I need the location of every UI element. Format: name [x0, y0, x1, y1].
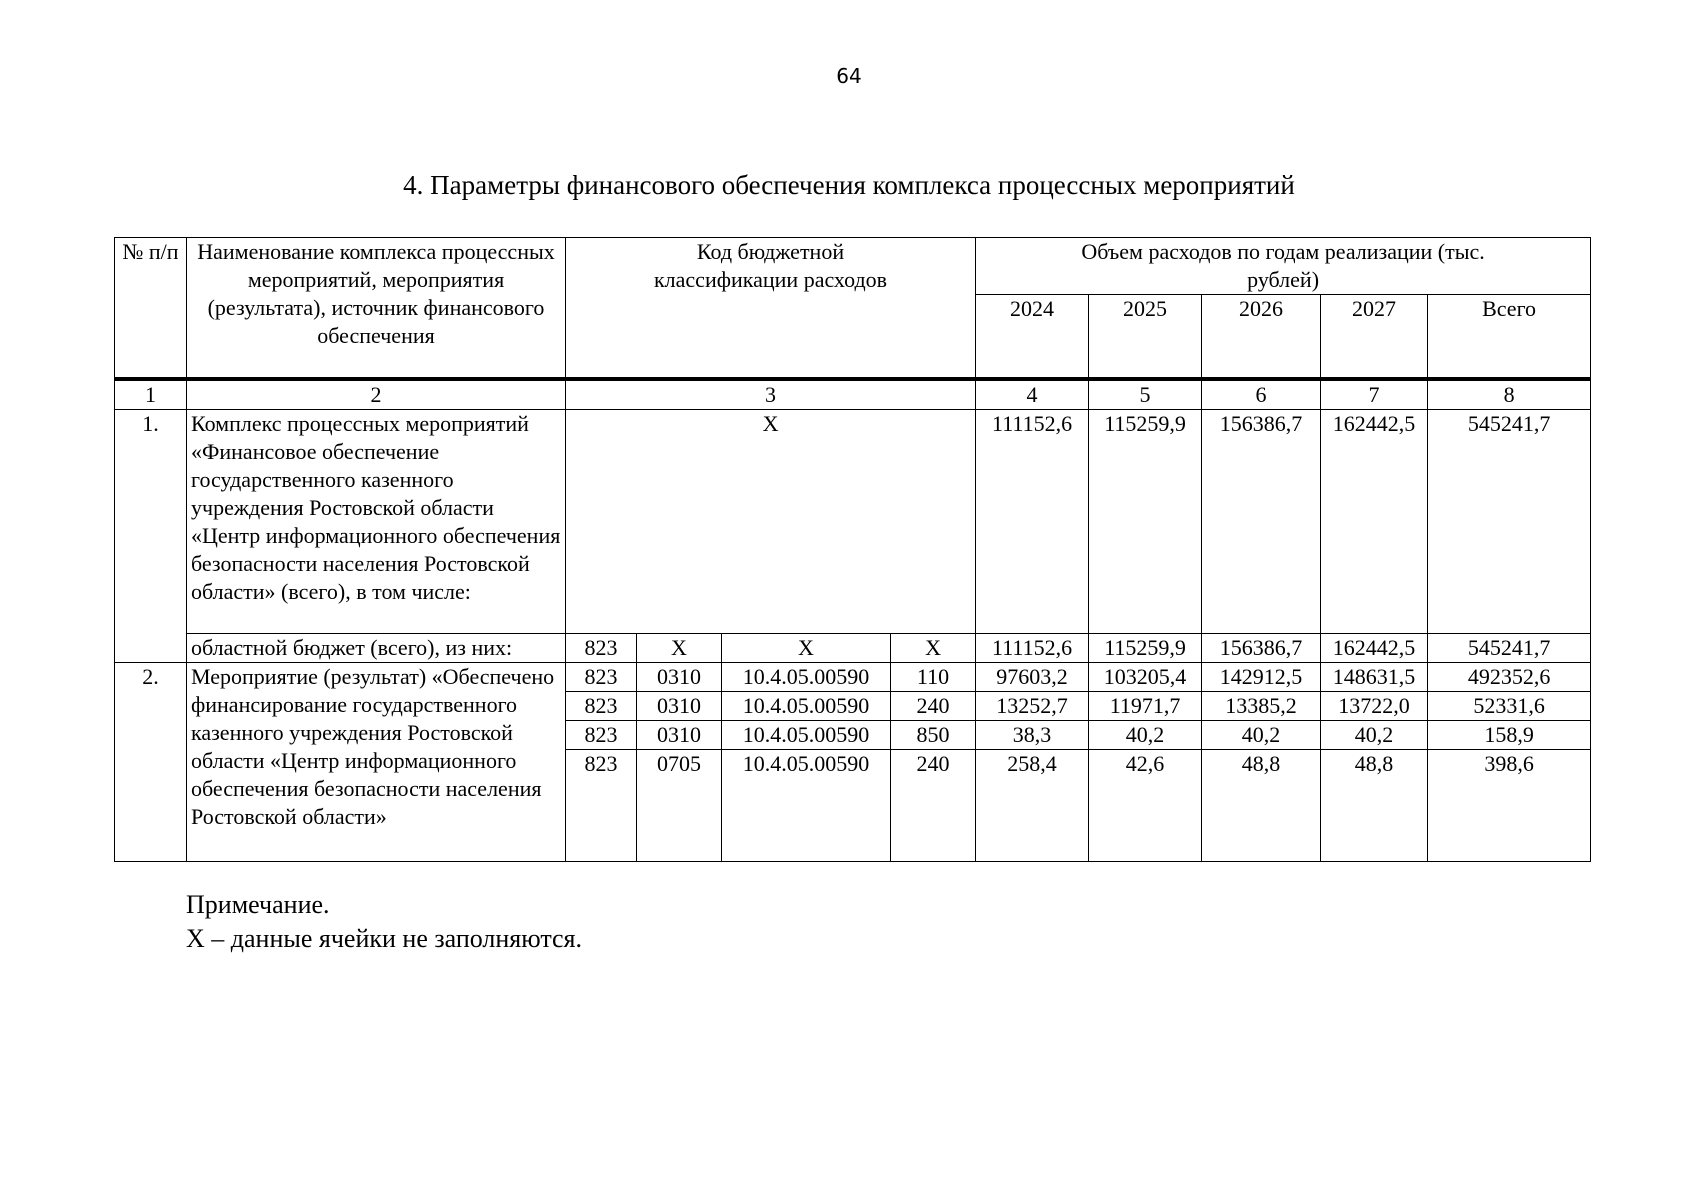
note [186, 888, 582, 956]
code-cell: 240 [891, 749, 976, 861]
value-cell: 156386,7 [1202, 633, 1321, 662]
value-cell: 142912,5 [1202, 662, 1321, 691]
code-cell: X [566, 409, 976, 633]
colnum-3: 3 [566, 379, 976, 410]
code-cell: 10.4.05.00590 [722, 720, 891, 749]
value-cell: 38,3 [976, 720, 1089, 749]
value-cell: 162442,5 [1321, 633, 1428, 662]
value-cell: 11971,7 [1089, 691, 1202, 720]
code-cell: 110 [891, 662, 976, 691]
code-cell: X [891, 633, 976, 662]
colnum-2: 2 [187, 379, 566, 410]
code-cell: 0705 [637, 749, 722, 861]
code-cell: 823 [566, 633, 637, 662]
code-cell: 850 [891, 720, 976, 749]
code-cell: 823 [566, 749, 637, 861]
header-name: Наименование комплекса процессных мероприятий, мероприятия (результата), источник финансового обеспечения [187, 238, 566, 379]
value-cell: 115259,9 [1089, 409, 1202, 633]
total-cell: 52331,6 [1428, 691, 1591, 720]
row-number: 2. [115, 662, 187, 861]
value-cell: 162442,5 [1321, 409, 1428, 633]
colnum-8: 8 [1428, 379, 1591, 410]
value-cell: 156386,7 [1202, 409, 1321, 633]
code-cell: 10.4.05.00590 [722, 749, 891, 861]
value-cell: 111152,6 [976, 633, 1089, 662]
value-cell: 103205,4 [1089, 662, 1202, 691]
row-name: Мероприятие (результат) «Обеспечено финансирование государственного казенного учреждения Ростовской области «Центр информационного обеспечения безопасности населения Ростовской области» [187, 662, 566, 861]
table-row [115, 409, 1591, 633]
value-cell: 115259,9 [1089, 633, 1202, 662]
colnum-1: 1 [115, 379, 187, 410]
header-year-2025: 2025 [1089, 295, 1202, 379]
header-year-2024: 2024 [976, 295, 1089, 379]
header-year-2026: 2026 [1202, 295, 1321, 379]
total-cell: 545241,7 [1428, 409, 1591, 633]
code-cell: 823 [566, 662, 637, 691]
value-cell: 42,6 [1089, 749, 1202, 861]
note-text: X – данные ячейки не заполняются. [186, 924, 583, 953]
total-cell: 492352,6 [1428, 662, 1591, 691]
value-cell: 48,8 [1202, 749, 1321, 861]
value-cell: 13722,0 [1321, 691, 1428, 720]
row-name: областной бюджет (всего), из них: [187, 633, 566, 662]
page-number: 64 [836, 64, 862, 88]
value-cell: 13385,2 [1202, 691, 1321, 720]
value-cell: 97603,2 [976, 662, 1089, 691]
colnum-5: 5 [1089, 379, 1202, 410]
colnum-4: 4 [976, 379, 1089, 410]
value-cell: 258,4 [976, 749, 1089, 861]
row-name: Комплекс процессных мероприятий «Финансовое обеспечение государственного казенного учреждения Ростовской области «Центр информационного обеспечения безопасности населения Ростовской области» (всего), в том числе: [187, 409, 566, 633]
table-row [115, 633, 1591, 662]
colnum-7: 7 [1321, 379, 1428, 410]
code-cell: 823 [566, 720, 637, 749]
value-cell: 40,2 [1202, 720, 1321, 749]
value-cell: 111152,6 [976, 409, 1089, 633]
total-cell: 398,6 [1428, 749, 1591, 861]
header-code: Код бюджетной классификации расходов [566, 238, 976, 379]
value-cell: 13252,7 [976, 691, 1089, 720]
value-cell: 148631,5 [1321, 662, 1428, 691]
table-row [115, 662, 1591, 691]
code-cell: 0310 [637, 691, 722, 720]
code-cell: 0310 [637, 662, 722, 691]
header-volume: Объем расходов по годам реализации (тыс. рублей) [976, 238, 1591, 295]
colnum-6: 6 [1202, 379, 1321, 410]
header-total: Всего [1428, 295, 1591, 379]
code-cell: 823 [566, 691, 637, 720]
code-cell: 10.4.05.00590 [722, 662, 891, 691]
row-number: 1. [115, 409, 187, 662]
note-title: Примечание. [186, 890, 330, 919]
value-cell: 40,2 [1089, 720, 1202, 749]
header-year-2027: 2027 [1321, 295, 1428, 379]
header-num: № п/п [115, 238, 187, 379]
financing-table [114, 237, 1591, 862]
total-cell: 545241,7 [1428, 633, 1591, 662]
code-cell: 0310 [637, 720, 722, 749]
value-cell: 48,8 [1321, 749, 1428, 861]
code-cell: X [722, 633, 891, 662]
value-cell: 40,2 [1321, 720, 1428, 749]
code-cell: 10.4.05.00590 [722, 691, 891, 720]
section-title: 4. Параметры финансового обеспечения комплекса процессных мероприятий [403, 170, 1295, 200]
code-cell: X [637, 633, 722, 662]
total-cell: 158,9 [1428, 720, 1591, 749]
code-cell: 240 [891, 691, 976, 720]
